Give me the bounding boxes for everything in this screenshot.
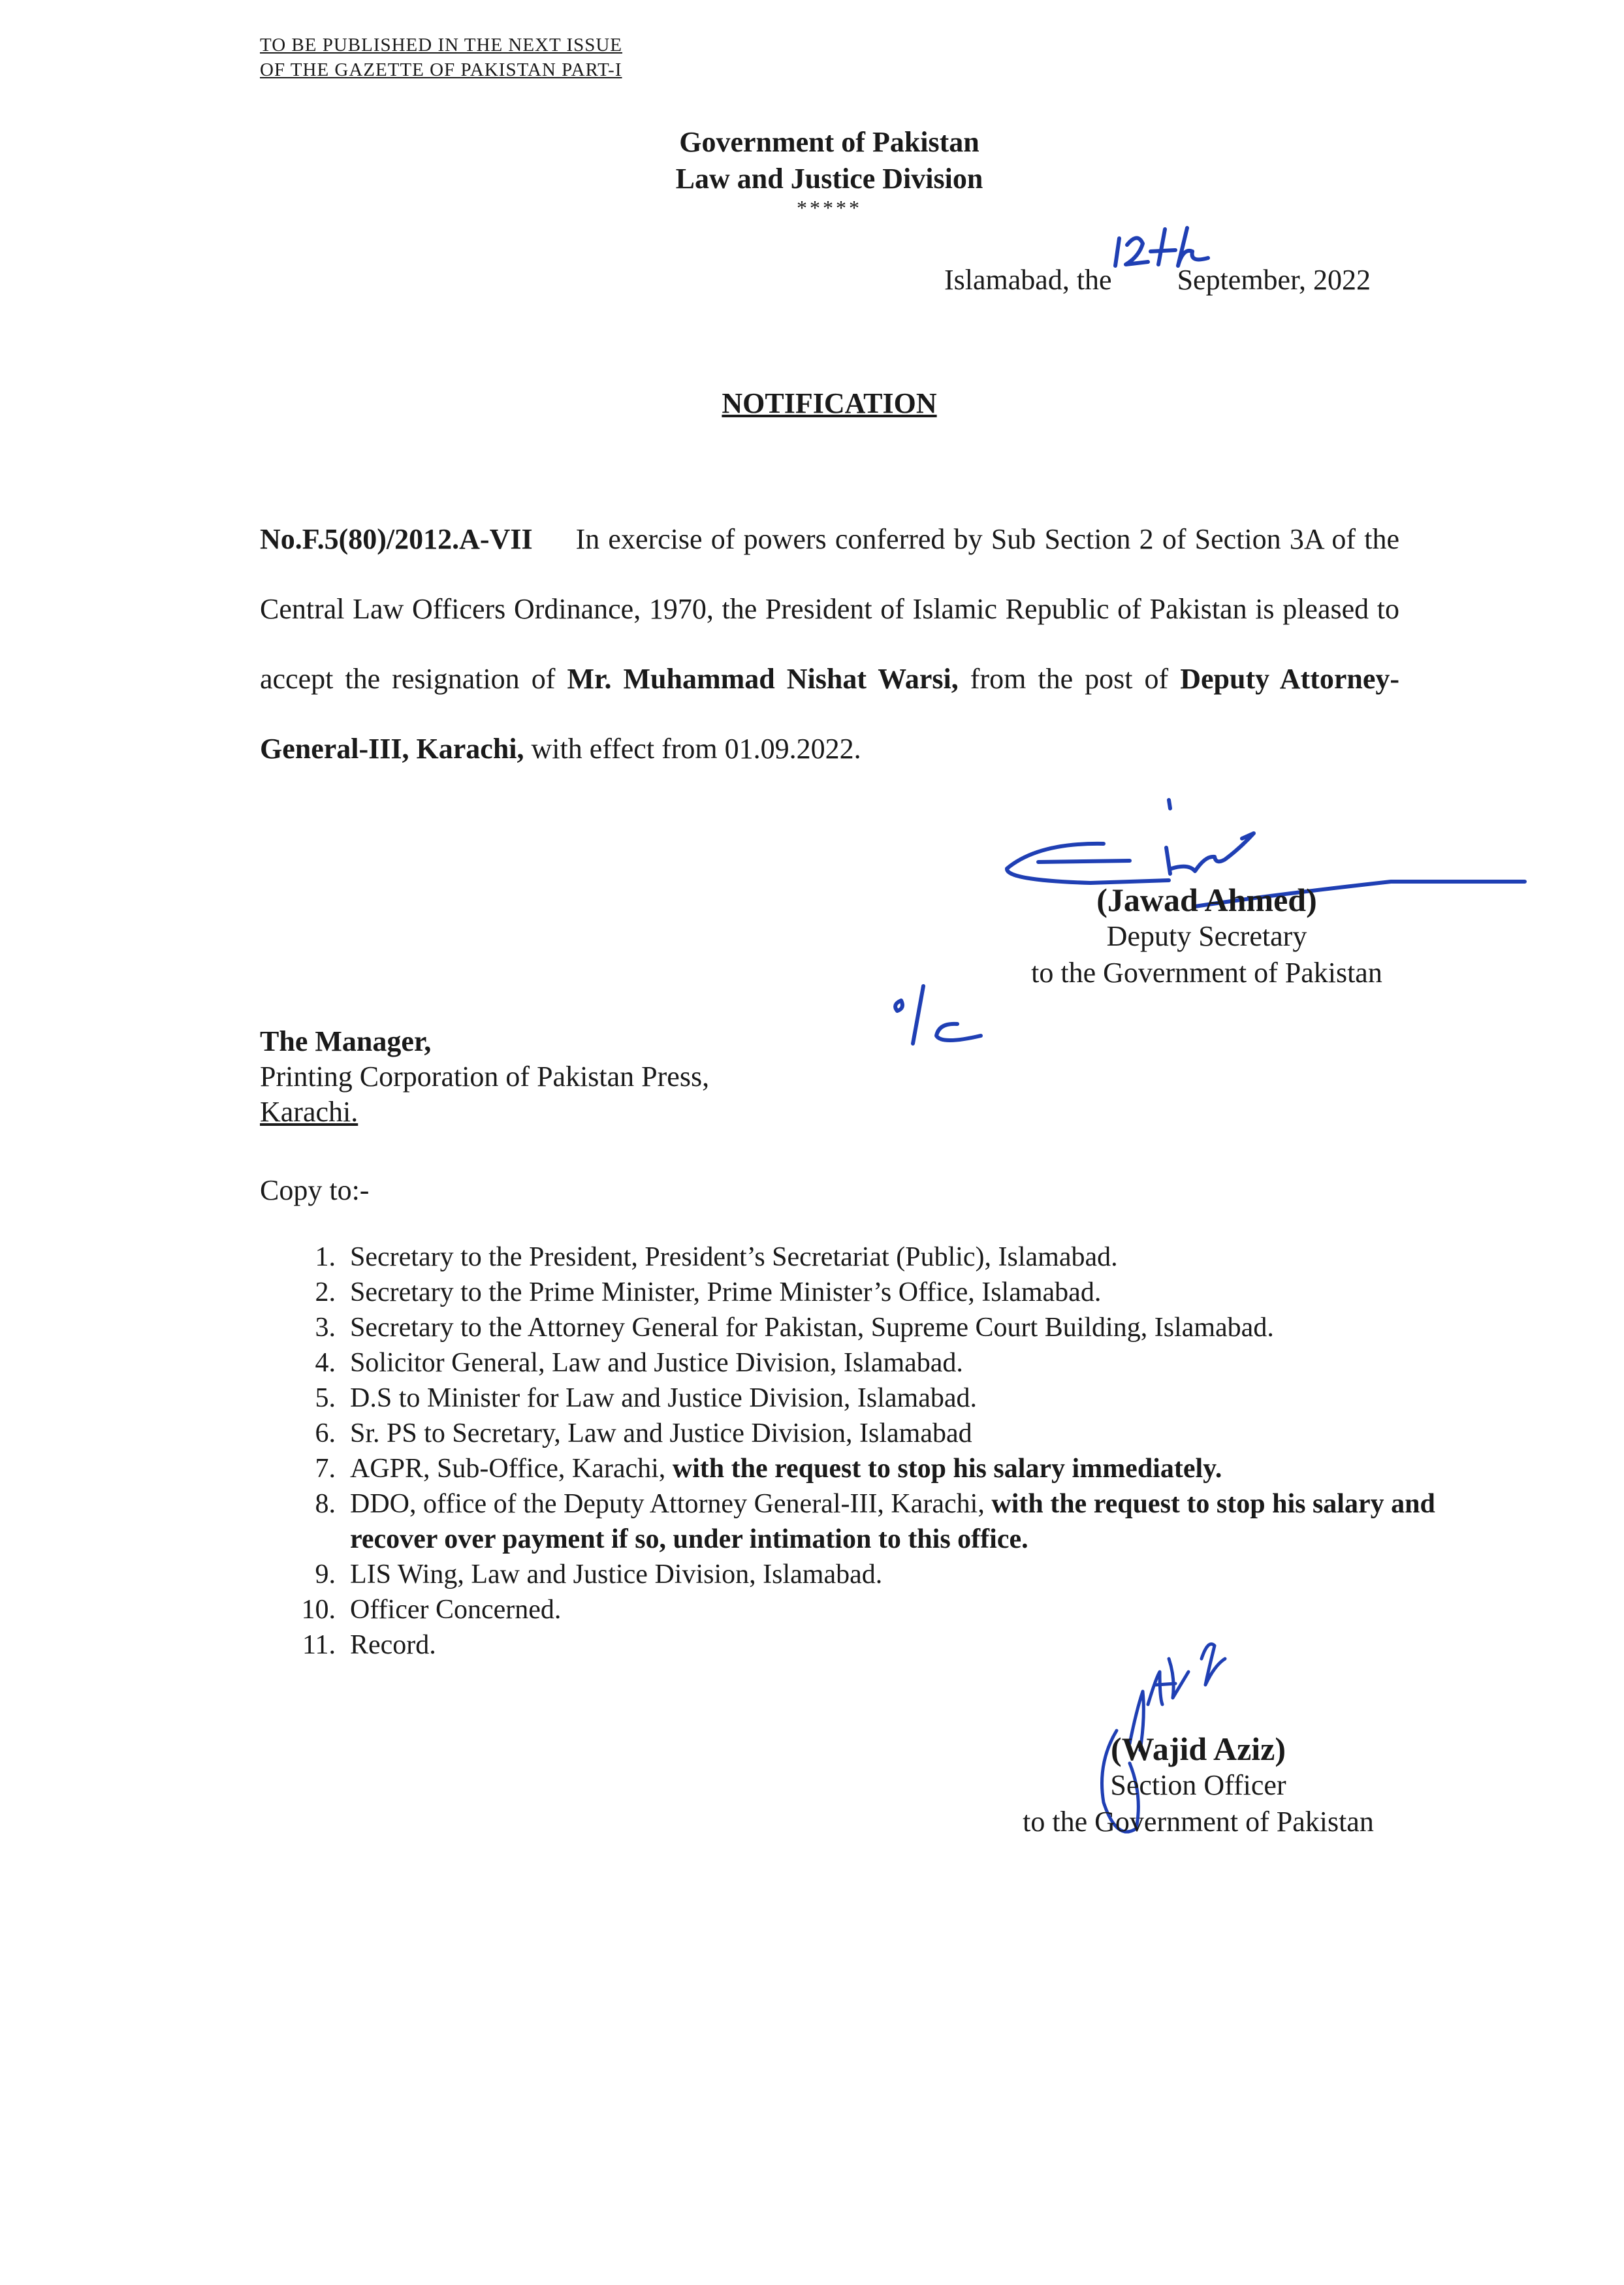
list-item: 5. D.S to Minister for Law and Justice Division, Islamabad. bbox=[315, 1383, 978, 1413]
government-name: Government of Pakistan bbox=[679, 126, 979, 158]
notification-text-3: with effect from 01.09.2022. bbox=[531, 733, 861, 765]
list-item: 11. Record. bbox=[302, 1630, 436, 1660]
notification-text-2: from the post of bbox=[970, 663, 1169, 695]
gazette-line-1: TO BE PUBLISHED IN THE NEXT ISSUE bbox=[260, 35, 623, 56]
division-name: Law and Justice Division bbox=[675, 163, 983, 195]
dateline-place: Islamabad, the bbox=[944, 264, 1112, 296]
addressee-line-2: Printing Corporation of Pakistan Press, bbox=[260, 1061, 710, 1093]
addressee bbox=[260, 1024, 709, 1130]
gazette-publication-note bbox=[260, 33, 622, 82]
signatory-2-org: to the Government of Pakistan bbox=[1023, 1806, 1374, 1838]
post-name: Deputy Attorney-General-III, Karachi, bbox=[260, 663, 1400, 765]
notification-number: No.F.5(80)/2012.A-VII bbox=[260, 523, 533, 555]
list-item: 2. Secretary to the Prime Minister, Prime Minister’s Office, Islamabad. bbox=[315, 1277, 1102, 1307]
signatory-1-designation: Deputy Secretary bbox=[1106, 920, 1307, 952]
signatory-1-name: (Jawad Ahmed) bbox=[1096, 882, 1317, 918]
handwritten-oc-mark bbox=[889, 985, 987, 1050]
list-item: 7. AGPR, Sub-Office, Karachi, with the request to stop his salary immediately. bbox=[315, 1454, 1222, 1484]
list-item: 9. LIS Wing, Law and Justice Division, Islamabad. bbox=[315, 1559, 883, 1590]
handwritten-date-day bbox=[1110, 225, 1215, 271]
addressee-title: The Manager, bbox=[260, 1025, 432, 1057]
list-item: 1. Secretary to the President, President’s Secretariat (Public), Islamabad. bbox=[315, 1242, 1118, 1272]
dateline-month-year: September, 2022 bbox=[1177, 264, 1371, 296]
addressee-line-3: Karachi. bbox=[260, 1096, 358, 1128]
signature-block-2 bbox=[999, 1731, 1397, 1840]
copy-list bbox=[260, 1239, 1435, 1663]
signatory-1-org: to the Government of Pakistan bbox=[1031, 957, 1382, 989]
page-title: NOTIFICATION bbox=[722, 387, 937, 419]
signatory-2-designation: Section Officer bbox=[1110, 1769, 1286, 1801]
list-item: 6. Sr. PS to Secretary, Law and Justice Division, Islamabad bbox=[315, 1418, 972, 1448]
list-item: 4. Solicitor General, Law and Justice Division, Islamabad. bbox=[315, 1348, 963, 1378]
list-item: 8. DDO, office of the Deputy Attorney General-III, Karachi, with the request to stop his salary and recover over payment if so, under intimation to this office. bbox=[315, 1489, 1435, 1554]
copy-to-label: Copy to:- bbox=[260, 1174, 370, 1206]
list-item: 10. Officer Concerned. bbox=[301, 1595, 562, 1625]
signatory-2-name: (Wajid Aziz) bbox=[1110, 1731, 1286, 1767]
notification-text-1: In exercise of powers conferred by Sub Section 2 of Section 3A of the Central Law Officers Ordinance, 1970, the President of Islamic Republic of Pakistan is pleased to accept the resignation of bbox=[260, 523, 1399, 695]
separator-stars: ***** bbox=[797, 196, 862, 219]
resigning-person: Mr. Muhammad Nishat Warsi, bbox=[567, 663, 959, 695]
letterhead bbox=[0, 124, 1624, 197]
signature-block-1 bbox=[1011, 882, 1403, 991]
notification-body bbox=[260, 504, 1399, 784]
list-item: 3. Secretary to the Attorney General for Pakistan, Supreme Court Building, Islamabad. bbox=[315, 1313, 1274, 1343]
gazette-line-2: OF THE GAZETTE OF PAKISTAN PART-I bbox=[260, 59, 622, 80]
